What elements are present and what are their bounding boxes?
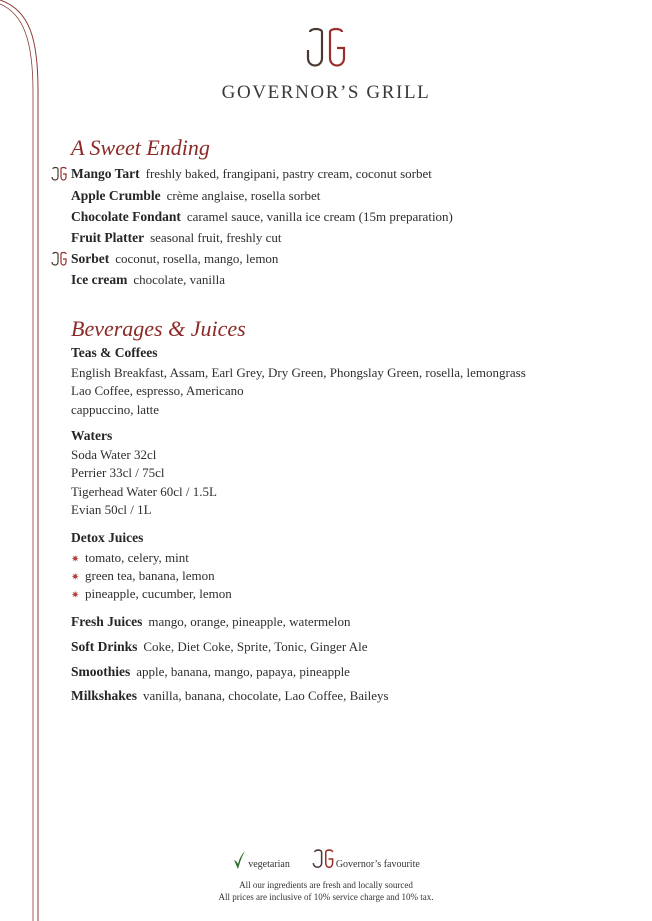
waters-line: Tigerhead Water 60cl / 1.5L (71, 484, 217, 499)
menu-item (71, 209, 453, 225)
menu-item (71, 230, 282, 246)
menu-item (71, 166, 432, 182)
menu-item (71, 251, 278, 267)
footer-line: All our ingredients are fresh and locally sourced (239, 880, 413, 890)
legend-favourite (312, 848, 420, 870)
detox-item (71, 586, 232, 602)
menu-item (71, 664, 350, 680)
subsection-title-waters: Waters (71, 428, 113, 443)
item-name: Ice cream (71, 272, 128, 287)
item-desc: seasonal fruit, freshly cut (150, 230, 282, 245)
star-bullet-icon: ✷ (71, 554, 80, 565)
item-name: Apple Crumble (71, 188, 161, 203)
item-name: Fresh Juices (71, 614, 143, 629)
subsection-title-detox: Detox Juices (71, 530, 144, 545)
brand-name: GOVERNOR’S GRILL (221, 82, 431, 103)
menu-item (71, 272, 225, 288)
item-desc: Coke, Diet Coke, Sprite, Tonic, Ginger Ale (143, 639, 368, 654)
detox-text: pineapple, cucumber, lemon (85, 586, 232, 601)
item-desc: coconut, rosella, mango, lemon (115, 251, 279, 266)
brand-logo (0, 24, 652, 72)
teas-line: English Breakfast, Assam, Earl Grey, Dry Green, Phongslay Green, rosella, lemongrass (71, 365, 526, 380)
item-name: Sorbet (71, 251, 110, 266)
menu-item (71, 188, 320, 204)
item-name: Milkshakes (71, 688, 138, 703)
legend-vegetarian-label: vegetarian (248, 859, 290, 870)
detox-item (71, 550, 189, 566)
footer-line: All prices are inclusive of 10% service charge and 10% tax. (218, 892, 434, 902)
legend-favourite-label: Governor’s favourite (335, 859, 420, 870)
section-title-beverages: Beverages & Juices (71, 316, 246, 341)
item-name: Soft Drinks (71, 639, 138, 654)
menu-item (71, 639, 368, 655)
menu-item (71, 688, 389, 704)
waters-line: Perrier 33cl / 75cl (71, 465, 165, 480)
detox-text: tomato, celery, mint (85, 550, 189, 565)
item-name: Fruit Platter (71, 230, 145, 245)
item-desc: crème anglaise, rosella sorbet (166, 188, 321, 203)
star-bullet-icon: ✷ (71, 590, 80, 601)
subsection-title-teas: Teas & Coffees (71, 345, 158, 360)
detox-item (71, 568, 215, 584)
item-desc: vanilla, banana, chocolate, Lao Coffee, Baileys (143, 688, 389, 703)
waters-line: Evian 50cl / 1L (71, 502, 152, 517)
teas-line: cappuccino, latte (71, 402, 160, 417)
item-name: Mango Tart (71, 166, 140, 181)
star-bullet-icon: ✷ (71, 572, 80, 583)
governor-monogram-icon (304, 24, 348, 72)
item-desc: freshly baked, frangipani, pastry cream, coconut sorbet (145, 166, 432, 181)
favourite-icon (312, 848, 334, 870)
item-desc: mango, orange, pineapple, watermelon (148, 614, 351, 629)
section-title-sweet: A Sweet Ending (71, 135, 210, 160)
item-name: Chocolate Fondant (71, 209, 181, 224)
favourite-icon (51, 166, 67, 182)
item-desc: apple, banana, mango, papaya, pineapple (136, 664, 350, 679)
detox-text: green tea, banana, lemon (85, 568, 215, 583)
teas-line: Lao Coffee, espresso, Americano (71, 383, 244, 398)
item-desc: chocolate, vanilla (133, 272, 226, 287)
page-border-ornament (0, 0, 60, 921)
legend-vegetarian (232, 850, 290, 870)
item-name: Smoothies (71, 664, 131, 679)
waters-line: Soda Water 32cl (71, 447, 157, 462)
item-desc: caramel sauce, vanilla ice cream (15m preparation) (186, 209, 453, 224)
leaf-icon (232, 850, 246, 870)
menu-item (71, 614, 351, 630)
favourite-icon (51, 251, 67, 267)
legend (0, 848, 652, 870)
